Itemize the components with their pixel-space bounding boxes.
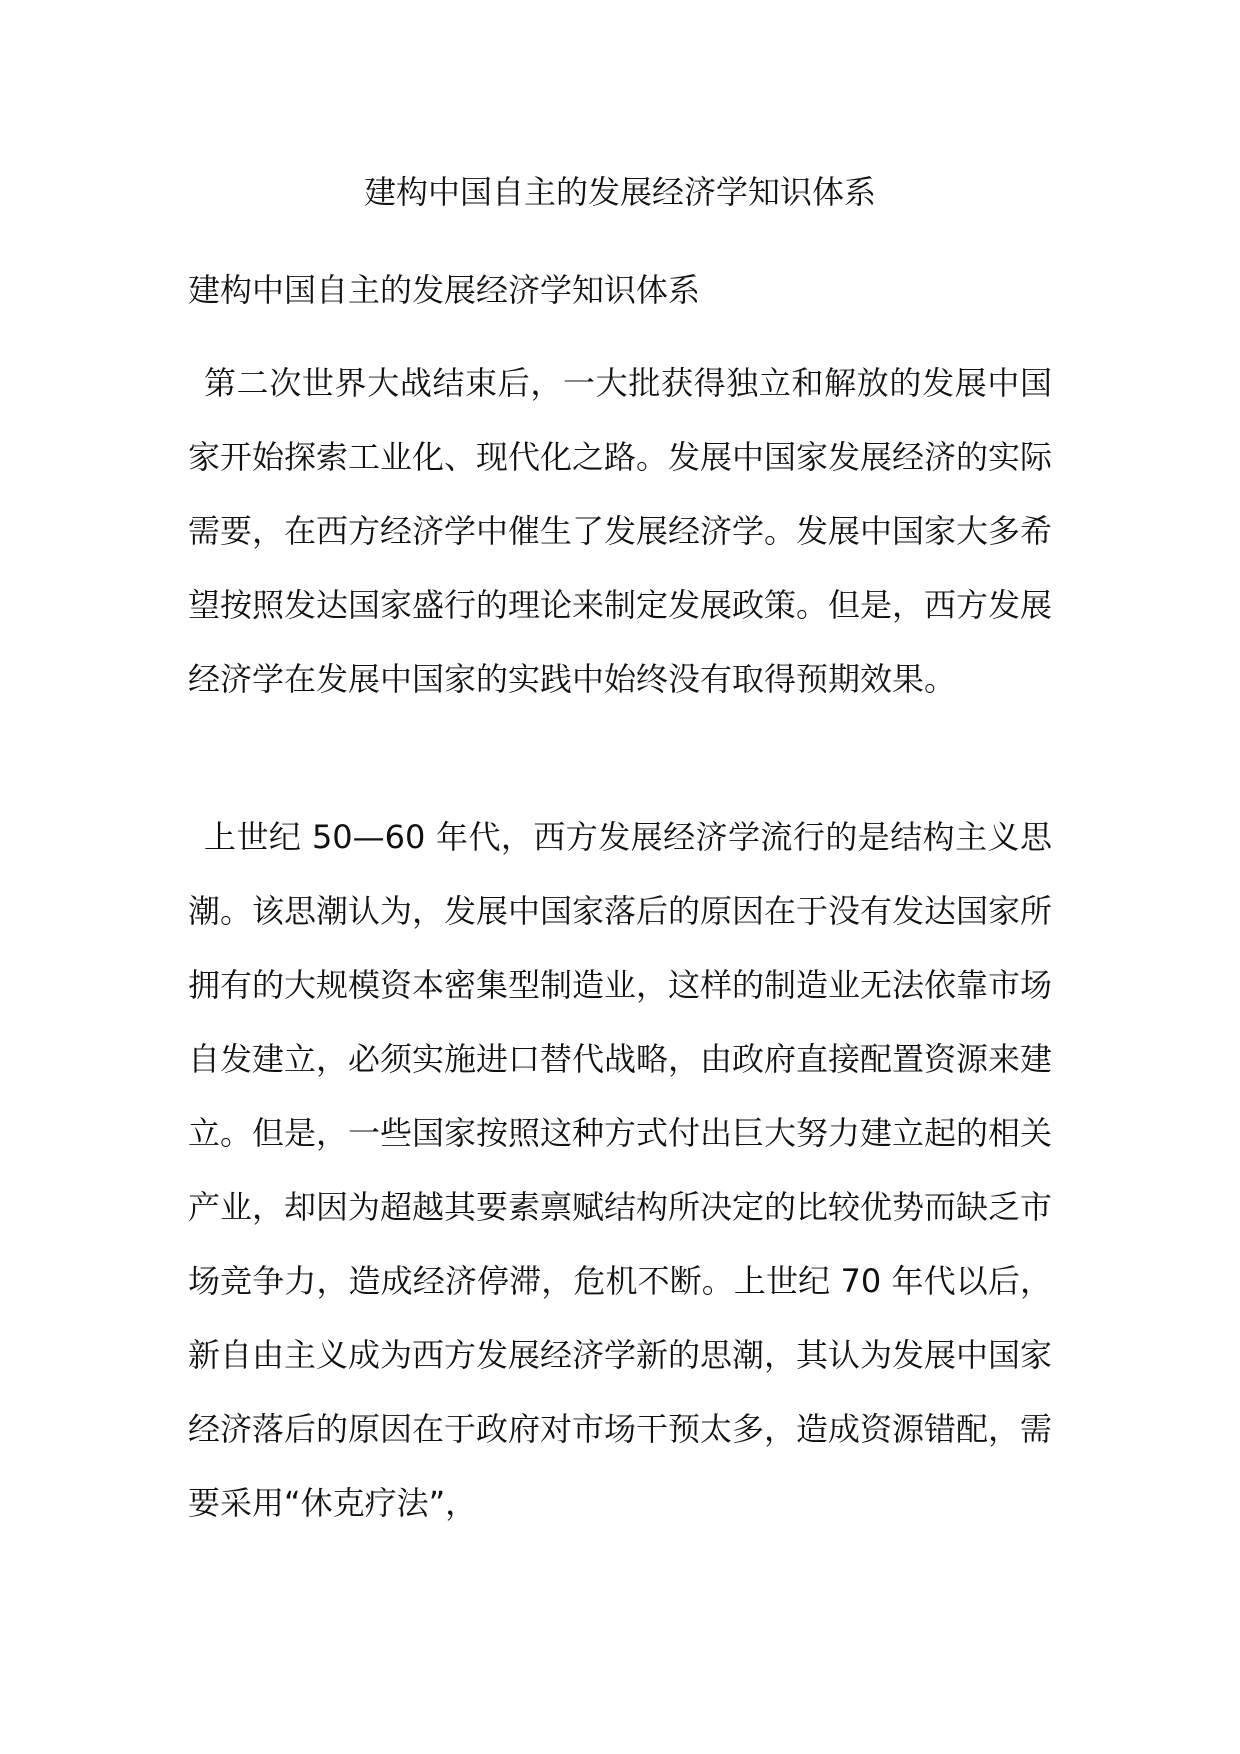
document-title: 建构中国自主的发展经济学知识体系	[363, 173, 876, 211]
document-subtitle: 建构中国自主的发展经济学知识体系	[188, 271, 701, 309]
body-paragraph: 第二次世界大战结束后，一大批获得独立和解放的发展中国家开始探索工业化、现代化之路。发展中国家发展经济的实际需要，在西方经济学中催生了发展经济学。发展中国家大多希望按照发达国家盛行的理论来制定发展政策。但是，西方发展经济学在发展中国家的实践中始终没有取得预期效果。	[188, 364, 1053, 698]
body-paragraph: 上世纪 50—60 年代，西方发展经济学流行的是结构主义思潮。该思潮认为，发展中国家落后的原因在于没有发达国家所拥有的大规模资本密集型制造业，这样的制造业无法依靠市场自发建立，必须实施进口替代战略，由政府直接配置资源来建立。但是，一些国家按照这种方式付出巨大努力建立起的相关产业，却因为超越其要素禀赋结构所决定的比较优势而缺乏市场竞争力，造成经济停滞，危机不断。上世纪 70 年代以后，新自由主义成为西方发展经济学新的思潮，其认为发展中国家经济落后的原因在于政府对市场干预太多，造成资源错配，需要采用“休克疗法”，	[188, 818, 1053, 1522]
